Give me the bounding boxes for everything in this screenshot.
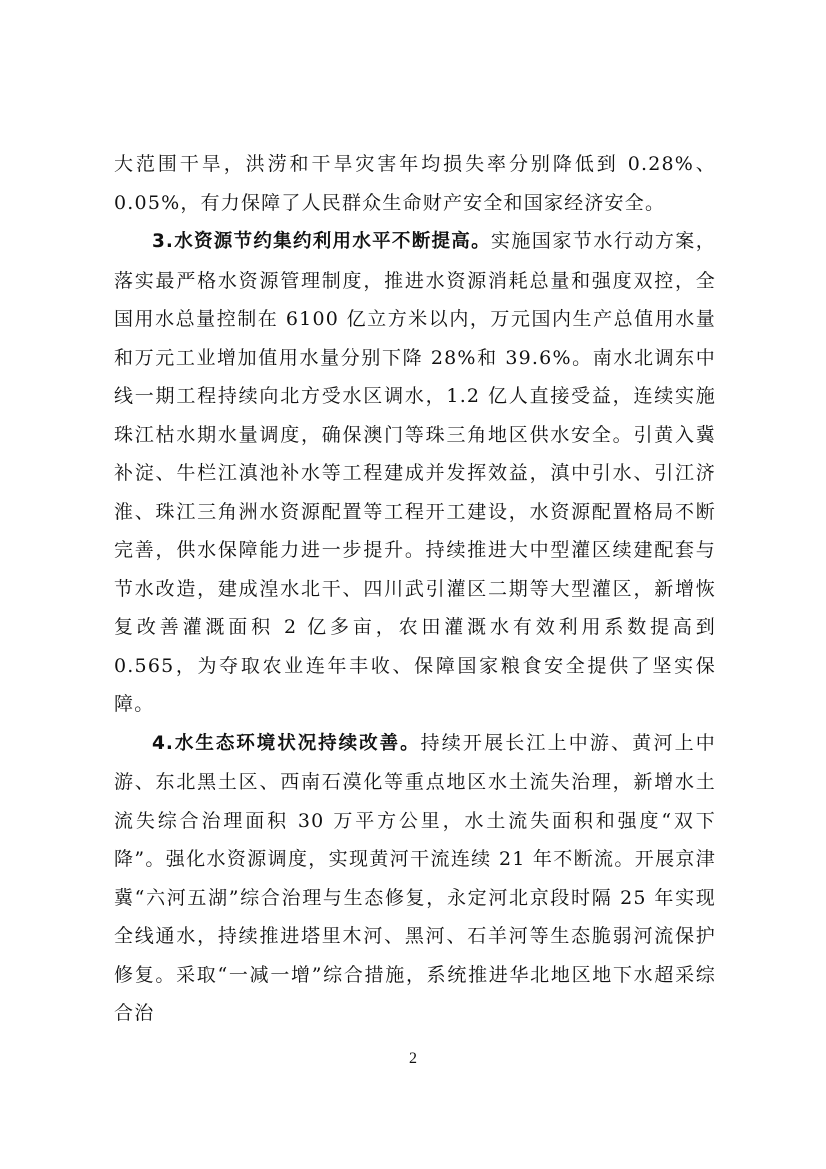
paragraph-water-ecology [114, 724, 716, 1033]
document-body [114, 145, 716, 1033]
section-heading: 4.水生态环境状况持续改善。 [152, 732, 421, 754]
paragraph-text: 大范围干旱，洪涝和干旱灾害年均损失率分别降低到 0.28%、0.05%，有力保障了人民群众生命财产安全和国家经济安全。 [114, 153, 716, 214]
section-heading: 3.水资源节约集约利用水平不断提高。 [152, 231, 491, 252]
paragraph-continuation [114, 145, 716, 222]
paragraph-water-conservation [114, 222, 716, 724]
paragraph-text: 持续开展长江上中游、黄河上中游、东北黑土区、西南石漠化等重点地区水土流失治理，新增水土流失综合治理面积 30 万平方公里，水土流失面积和强度“双下降”。强化水资源调度，实现黄河干流连续 21 年不断流。开展京津冀“六河五湖”综合治理与生态修复，永定河北京段时隔 25 年实现全线通水，持续推进塔里木河、黑河、石羊河等生态脆弱河流保护修复。采取“一减一增”综合措施，系统推进华北地区地下水超采综合治 [114, 731, 716, 1024]
page-number: 2 [409, 1050, 417, 1067]
paragraph-text: 实施国家节水行动方案，落实最严格水资源管理制度，推进水资源消耗总量和强度双控，全国用水总量控制在 6100 亿立方米以内，万元国内生产总值用水量和万元工业增加值用水量分别下降 28%和 39.6%。南水北调东中线一期工程持续向北方受水区调水，1.2 亿人直接受益，连续实施珠江枯水期水量调度，确保澳门等珠三角地区供水安全。引黄入冀补淀、牛栏江滇池补水等工程建成并发挥效益，滇中引水、引江济淮、珠江三角洲水资源配置等工程开工建设，水资源配置格局不断完善，供水保障能力进一步提升。持续推进大中型灌区续建配套与节水改造，建成湟水北干、四川武引灌区二期等大型灌区，新增恢复改善灌溉面积 2 亿多亩，农田灌溉水有效利用系数提高到 0.565，为夺取农业连年丰收、保障国家粮食安全提供了坚实保障。 [114, 230, 716, 715]
